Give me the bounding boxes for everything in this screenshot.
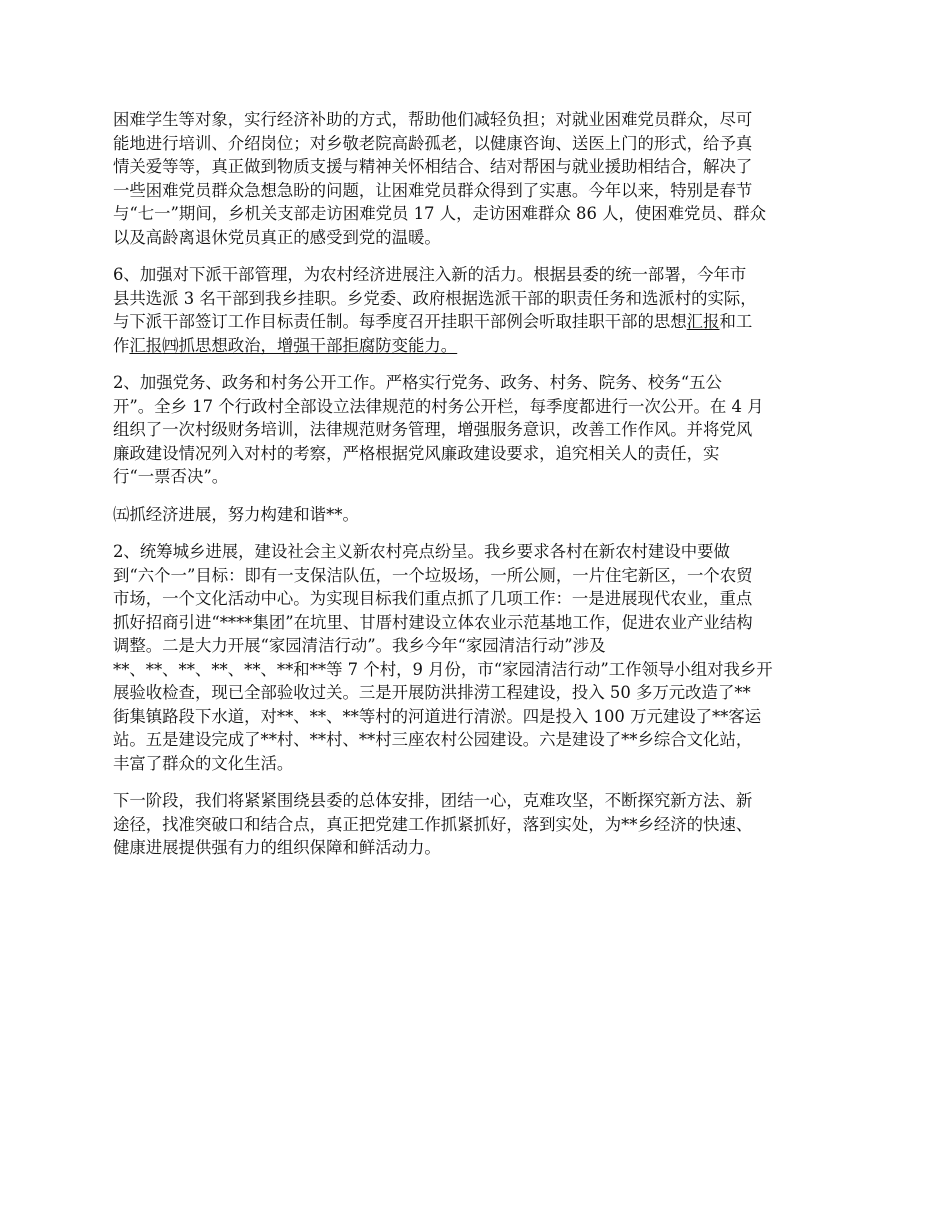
text-fragment: 作	[113, 335, 130, 355]
text-line: 2、加强党务、政务和村务公开工作。严格实行党务、政务、村务、院务、校务“五公	[113, 373, 722, 392]
text-line: 情关爱等等，真正做到物质支援与精神关怀相结合、结对帮困与就业援助相结合，解决了	[113, 157, 753, 176]
text-line: 丰富了群众的文化生活。	[113, 753, 294, 773]
text-fragment: 和工	[719, 312, 753, 331]
text-line: 开”。全乡 17 个行政村全部设立法律规范的村务公开栏，每季度都进行一次公开。在 4 月	[113, 396, 764, 416]
paragraph-transparency	[113, 371, 841, 489]
text-line: 2、统筹城乡进展，建设社会主义新农村亮点纷呈。我乡要求各村在新农村建设中要做	[113, 542, 730, 561]
text-line: 6、加强对下派干部管理，为农村经济进展注入新的活力。根据县委的统一部署，今年市	[113, 265, 747, 284]
text-line: 以及高龄离退休党员真正的感受到党的温暖。	[113, 227, 441, 247]
paragraph-rural-construction	[113, 540, 841, 775]
paragraph-next-stage	[113, 789, 841, 860]
text-line: 健康进展提供强有力的组织保障和鲜活动力。	[113, 838, 441, 857]
text-line: 与“七一”期间，乡机关支部走访困难党员 17 人，走访困难群众 86 人，使困难党员、群众	[113, 204, 766, 223]
text-line: 到“六个一”目标：即有一支保洁队伍，一个垃圾场，一所公厕，一片住宅新区，一个农贸	[113, 565, 753, 585]
text-line: 组织了一次村级财务培训，法律规范财务管理，增强服务意识，改善工作作风。并将党风	[113, 420, 753, 439]
report-link[interactable]: 汇报	[686, 312, 720, 331]
political-thought-link[interactable]: ㈣抓思想政治，增强干部拒腐防变能力。	[162, 335, 458, 355]
text-line: 抓好招商引进“****集团”在坑里、甘厝村建设立体农业示范基地工作，促进农业产业结构	[113, 612, 753, 632]
section-heading-economy	[113, 503, 841, 527]
text-line: 调整。二是大力开展“家园清洁行动”。我乡今年“家园清洁行动”涉及	[113, 636, 606, 655]
text-line	[113, 310, 841, 334]
text-line	[113, 334, 841, 358]
text-line: ㈤抓经济进展，努力构建和谐**。	[113, 504, 359, 524]
text-fragment: 与下派干部签订工作目标责任制。每季度召开挂职干部例会听取挂职干部的思想	[113, 312, 687, 331]
text-line: 困难学生等对象，实行经济补助的方式，帮助他们减轻负担；对就业困难党员群众，尽可	[113, 110, 753, 129]
text-line: 能地进行培训、介绍岗位；对乡敬老院高龄孤老，以健康咨询、送医上门的形式，给予真	[113, 133, 753, 153]
text-line: 行“一票否决”。	[113, 467, 229, 486]
text-line: 市场，一个文化活动中心。为实现目标我们重点抓了几项工作：一是进展现代农业，重点	[113, 589, 753, 608]
document-page	[113, 108, 841, 874]
text-line: 途径，找准突破口和结合点，真正把党建工作抓紧抓好，落到实处，为**乡经济的快速、	[113, 814, 753, 834]
text-line: **、**、**、**、**、**和**等 7 个村，9 月份，市“家园清洁行动”工作领导小组对我乡开	[113, 659, 773, 679]
text-line: 下一阶段，我们将紧紧围绕县委的总体安排，团结一心，克难攻坚，不断探究新方法、新	[113, 791, 753, 810]
text-line: 一些困难党员群众急想急盼的问题，让困难党员群众得到了实惠。今年以来，特别是春节	[113, 180, 753, 200]
paragraph-poverty-aid	[113, 108, 841, 249]
text-line: 站。五是建设完成了**村、**村、**村三座农村公园建设。六是建设了**乡综合文化站，	[113, 730, 753, 749]
text-line: 县共选派 3 名干部到我乡挂职。乡党委、政府根据选派干部的职责任务和选派村的实际，	[113, 288, 757, 308]
text-line: 廉政建设情况列入对村的考察，严格根据党风廉政建设要求，追究相关人的责任，实	[113, 443, 720, 463]
text-line: 展验收检查，现已全部验收过关。三是开展防洪排涝工程建设，投入 50 多万元改造了**	[113, 683, 751, 702]
text-line: 街集镇路段下水道，对**、**、**等村的河道进行清淤。四是投入 100 万元建设了**客运	[113, 706, 762, 726]
paragraph-cadre-management	[113, 263, 841, 357]
report-link[interactable]: 汇报	[129, 335, 163, 355]
